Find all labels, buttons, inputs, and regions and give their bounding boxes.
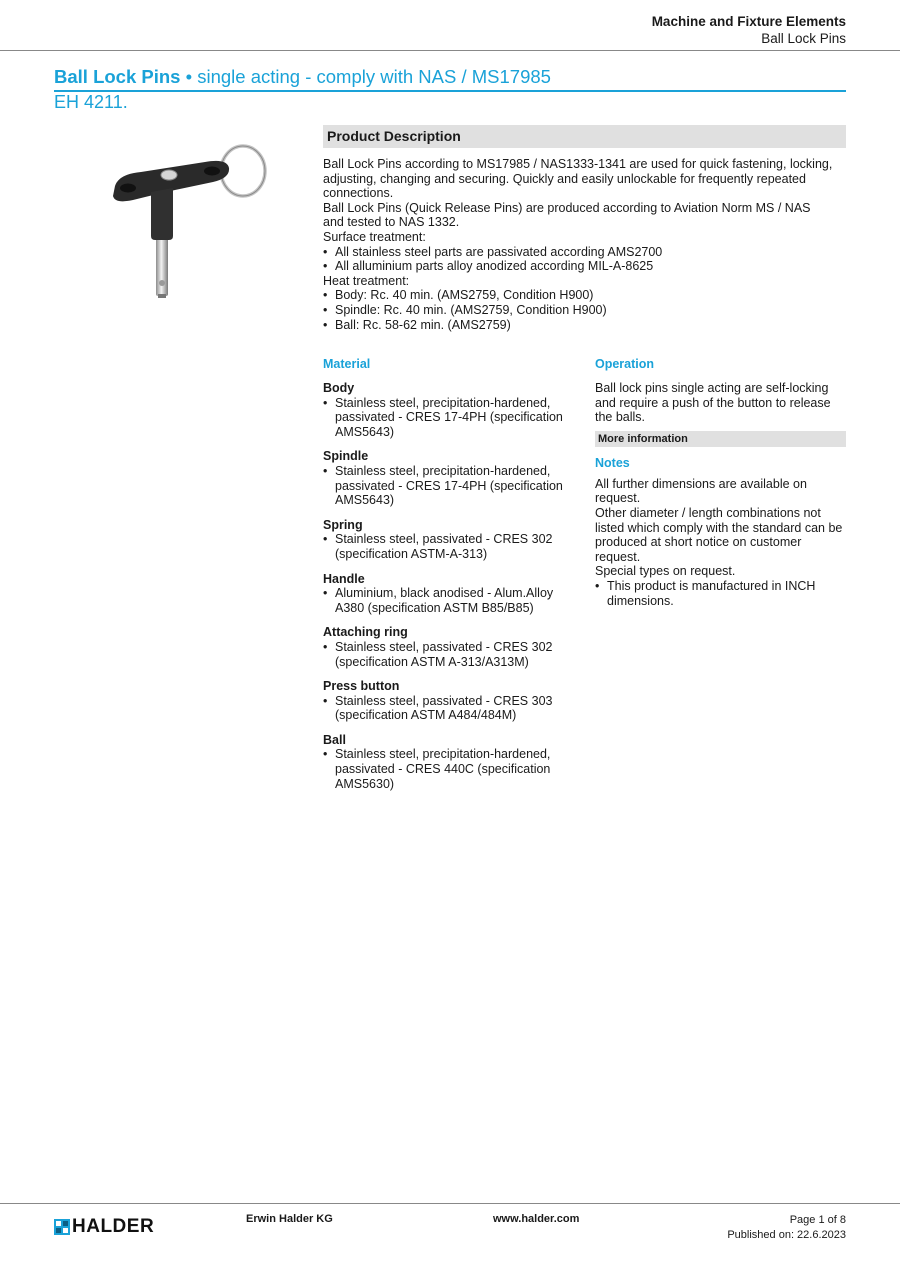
product-description-heading: [323, 125, 846, 148]
heat-treatment-item: • Spindle: Rc. 40 min. (AMS2759, Condition H900): [323, 303, 833, 318]
surface-treatment-item: • All stainless steel parts are passivated according AMS2700: [323, 245, 833, 260]
material-spec: • Stainless steel, precipitation-hardened, passivated - CRES 17-4PH (specification AMS5643): [323, 464, 563, 508]
material-name: Attaching ring: [323, 625, 408, 640]
notes-item: • This product is manufactured in INCH dimensions.: [595, 579, 846, 608]
notes-heading: Notes: [595, 455, 630, 470]
more-information-bar: More information: [595, 431, 846, 447]
heat-treatment-label: Heat treatment:: [323, 273, 410, 288]
halder-logo-text: HALDER: [72, 1216, 155, 1237]
published-date: Published on: 22.6.2023: [727, 1229, 846, 1241]
material-name: Ball: [323, 732, 346, 747]
footer-page-info: [727, 1213, 846, 1243]
material-spec: • Stainless steel, precipitation-hardened, passivated - CRES 440C (specification AMS5630): [323, 747, 563, 791]
operation-text: Ball lock pins single acting are self-locking and require a push of the button to release the balls.: [595, 381, 831, 425]
title-subtitle: single acting - comply with NAS / MS17985: [197, 66, 551, 87]
footer-website-link[interactable]: www.halder.com: [493, 1213, 580, 1225]
header-subcategory: Ball Lock Pins: [761, 31, 846, 46]
material-name: Press button: [323, 679, 400, 694]
title-underline: [54, 90, 846, 92]
header-category: Machine and Fixture Elements: [651, 14, 846, 29]
material-name: Spring: [323, 517, 363, 532]
material-name: Handle: [323, 571, 365, 586]
title-main: Ball Lock Pins: [54, 66, 181, 87]
description-paragraph: Ball Lock Pins according to MS17985 / NAS1333-1341 are used for quick fastening, locking, adjusting, changing and securing. Quickly and easily unlockable for frequently repeated connections.: [323, 157, 833, 201]
material-group: [323, 381, 563, 439]
page-title: [54, 66, 846, 88]
document-header: [652, 13, 846, 47]
material-spec: • Stainless steel, precipitation-hardened, passivated - CRES 17-4PH (specification AMS5643): [323, 396, 563, 440]
material-heading: Material: [323, 357, 371, 371]
material-spec: • Aluminium, black anodised - Alum.Alloy A380 (specification ASTM B85/B85): [323, 586, 563, 615]
surface-treatment-label: Surface treatment:: [323, 229, 426, 244]
product-description-title: Product Description: [327, 128, 461, 144]
product-code: EH 4211.: [54, 92, 128, 112]
material-spec: • Stainless steel, passivated - CRES 302 (specification ASTM-A-313): [323, 532, 563, 561]
notes-body: [595, 477, 846, 608]
footer-company: Erwin Halder KG: [246, 1213, 333, 1225]
halder-logo-icon: [54, 1219, 70, 1235]
title-separator: •: [185, 66, 193, 87]
material-group: [323, 449, 563, 507]
material-name: Body: [323, 381, 355, 395]
material-group: [323, 518, 563, 562]
material-name: Spindle: [323, 449, 369, 464]
material-spec: • Stainless steel, passivated - CRES 302 (specification ASTM A-313/A313M): [323, 640, 563, 669]
product-description-body: [323, 157, 833, 332]
notes-paragraph: Other diameter / length combinations not listed which comply with the standard can be produced at short notice on customer request.: [595, 505, 843, 564]
material-group: [323, 572, 563, 616]
operation-heading: Operation: [595, 357, 655, 371]
material-spec: • Stainless steel, passivated - CRES 303 (specification ASTM A484/484M): [323, 694, 563, 723]
material-group: [323, 679, 563, 723]
notes-paragraph: Special types on request.: [595, 564, 736, 579]
description-paragraph: Ball Lock Pins (Quick Release Pins) are produced according to Aviation Norm MS / NAS and tested to NAS 1332.: [323, 200, 811, 230]
footer-divider: [0, 1203, 900, 1204]
page-number: Page 1 of 8: [789, 1214, 846, 1226]
notes-paragraph: All further dimensions are available on request.: [595, 476, 807, 506]
surface-treatment-item: • All alluminium parts alloy anodized according MIL-A-8625: [323, 259, 833, 274]
header-divider: [0, 50, 900, 51]
heat-treatment-item: • Body: Rc. 40 min. (AMS2759, Condition H900): [323, 288, 833, 303]
halder-logo: [54, 1217, 154, 1237]
ball-lock-pin-image: [105, 138, 275, 308]
material-group: [323, 733, 563, 791]
material-group: [323, 625, 563, 669]
heat-treatment-item: • Ball: Rc. 58-62 min. (AMS2759): [323, 318, 833, 333]
material-section: [323, 357, 563, 801]
operation-notes-section: [595, 357, 846, 608]
